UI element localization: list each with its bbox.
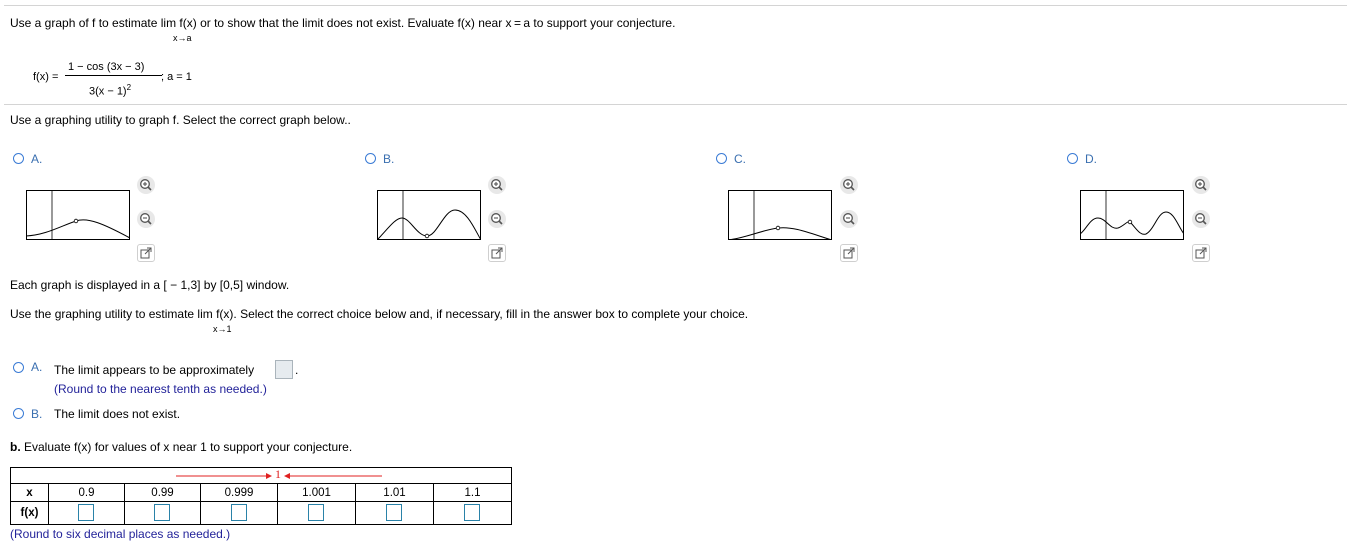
popout-icon[interactable] <box>488 244 506 262</box>
option-d-radio[interactable] <box>1067 153 1078 164</box>
choice-b-radio[interactable] <box>13 408 24 419</box>
choice-a-radio[interactable] <box>13 362 24 373</box>
fx-input[interactable] <box>231 504 247 521</box>
estimate-lim-sub: x→1 <box>213 324 232 334</box>
choice-a-text: The limit appears to be approximately <box>54 363 255 377</box>
x-value: 1.001 <box>278 484 356 502</box>
approach-value-label: 1 <box>275 467 281 481</box>
fx-input[interactable] <box>154 504 170 521</box>
fx-cell <box>201 502 278 525</box>
option-a-radio[interactable] <box>13 153 24 164</box>
fx-input[interactable] <box>78 504 94 521</box>
zoom-in-icon[interactable] <box>488 176 506 194</box>
fx-header: f(x) <box>11 502 49 525</box>
arrow-row <box>11 468 512 484</box>
choice-b-letter[interactable]: B. <box>31 407 43 421</box>
zoom-out-icon[interactable] <box>488 210 506 228</box>
x-value: 1.01 <box>356 484 434 502</box>
popout-icon[interactable] <box>840 244 858 262</box>
limit-answer-input[interactable] <box>275 360 293 379</box>
graph-d-thumbnail[interactable] <box>1080 190 1184 240</box>
zoom-in-icon[interactable] <box>840 176 858 194</box>
section-divider <box>4 104 1347 105</box>
function-numerator: 1 − cos (3x − 3) <box>68 61 145 73</box>
option-c-letter[interactable]: C. <box>734 152 746 166</box>
fx-cell <box>49 502 125 525</box>
window-note: Each graph is displayed in a [ − 1,3] by [0,5] window. <box>10 278 290 292</box>
popout-icon[interactable] <box>137 244 155 262</box>
option-d-letter[interactable]: D. <box>1085 152 1097 166</box>
fx-cell <box>125 502 201 525</box>
graph-a-thumbnail[interactable] <box>26 190 130 240</box>
function-lhs: f(x) = <box>33 71 59 83</box>
zoom-out-icon[interactable] <box>840 210 858 228</box>
option-b-radio[interactable] <box>365 153 376 164</box>
instruction-lim-sub: x→a <box>173 33 192 43</box>
instruction-text: Use a graph of f to estimate lim f(x) or to show that the limit does not exist. Evaluate f(x) near x = a to support your conjecture. <box>10 16 676 30</box>
zoom-in-icon[interactable] <box>1192 176 1210 194</box>
graph-c-thumbnail[interactable] <box>728 190 832 240</box>
choice-a-letter[interactable]: A. <box>31 360 43 374</box>
x-value: 0.999 <box>201 484 278 502</box>
fx-input[interactable] <box>308 504 324 521</box>
fx-input[interactable] <box>464 504 480 521</box>
table-hint: (Round to six decimal places as needed.) <box>10 527 231 541</box>
choice-a-hint: (Round to the nearest tenth as needed.) <box>54 382 267 396</box>
choice-a-period: . <box>295 363 299 377</box>
fx-cell <box>356 502 434 525</box>
choice-b-text: The limit does not exist. <box>54 407 181 421</box>
option-a-letter[interactable]: A. <box>31 152 43 166</box>
fraction-bar <box>65 75 162 76</box>
function-param: ; a = 1 <box>161 71 192 83</box>
function-denominator: $3(x - 1)^2$ <box>89 83 132 98</box>
estimate-prompt: Use the graphing utility to estimate lim f(x). Select the correct choice below and, if necessary, fill in the answer box to complete your choice. <box>10 307 749 321</box>
zoom-out-icon[interactable] <box>137 210 155 228</box>
x-header: x <box>11 484 49 502</box>
top-divider <box>4 5 1347 6</box>
zoom-out-icon[interactable] <box>1192 210 1210 228</box>
fx-cell <box>434 502 512 525</box>
part-b-prompt: b. Evaluate f(x) for values of x near 1 to support your conjecture. <box>10 440 353 454</box>
popout-icon[interactable] <box>1192 244 1210 262</box>
x-value: 0.99 <box>125 484 201 502</box>
x-value: 0.9 <box>49 484 125 502</box>
graph-b-thumbnail[interactable] <box>377 190 481 240</box>
zoom-in-icon[interactable] <box>137 176 155 194</box>
fx-input[interactable] <box>386 504 402 521</box>
fx-cell <box>278 502 356 525</box>
x-value: 1.1 <box>434 484 512 502</box>
option-c-radio[interactable] <box>716 153 727 164</box>
graph-prompt: Use a graphing utility to graph f. Select the correct graph below.. <box>10 113 351 127</box>
option-b-letter[interactable]: B. <box>383 152 395 166</box>
values-table <box>10 467 512 525</box>
